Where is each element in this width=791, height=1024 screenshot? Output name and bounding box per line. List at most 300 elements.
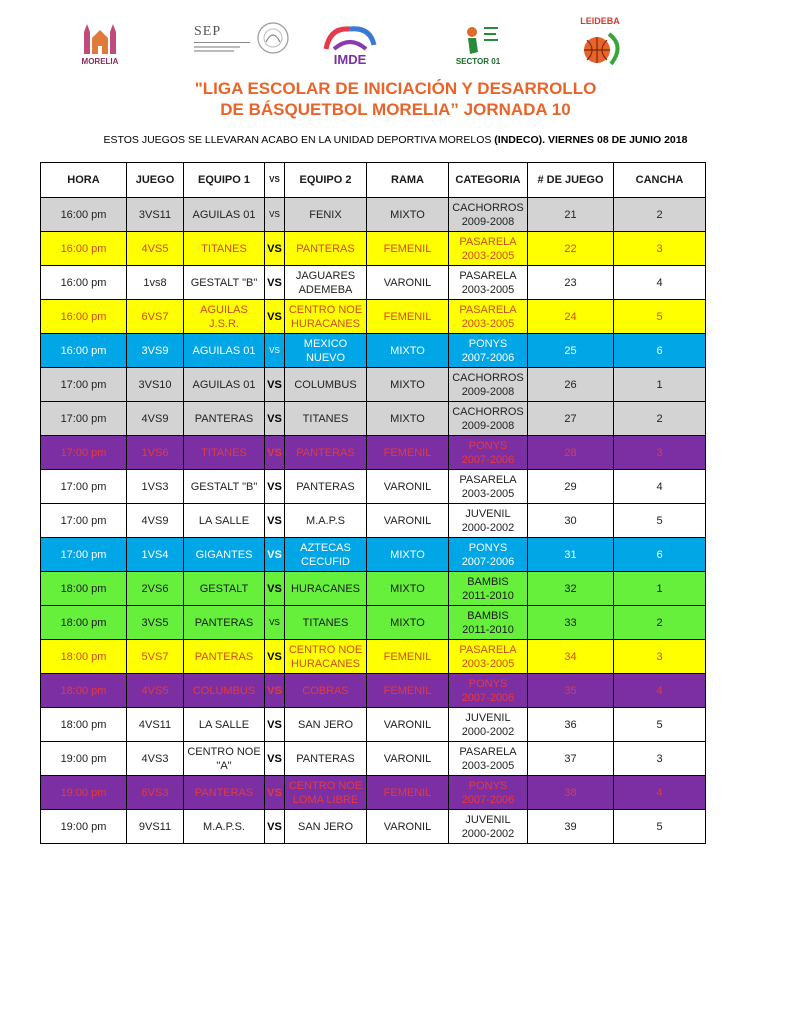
hora-text: 16:00 pm: [60, 208, 107, 221]
cell-juego: [127, 232, 184, 266]
cell-juego: [127, 504, 184, 538]
cell-equipo-2: [285, 436, 367, 470]
cell-equipo-2: [285, 300, 367, 334]
cell-rama: [367, 436, 449, 470]
equipo-1-text: LA SALLE: [198, 718, 250, 731]
equipo-2-line-2: HURACANES: [290, 317, 361, 330]
num-juego-text: 28: [564, 446, 577, 459]
cell-rama: [367, 538, 449, 572]
rama-text: MIXTO: [390, 616, 425, 629]
leideba-logo: [560, 10, 640, 66]
cell-hora: [41, 504, 127, 538]
cell-equipo-2: [285, 368, 367, 402]
cell-equipo-2: [285, 538, 367, 572]
cell-hora: [41, 334, 127, 368]
page-title-line-2: DE BÁSQUETBOL MORELIA” JORNADA 10: [220, 100, 571, 119]
sep-logo: [180, 10, 290, 66]
cell-cancha: [614, 640, 706, 674]
cell-num-juego: [528, 742, 614, 776]
categoria-line-1: PASARELA: [459, 303, 517, 316]
juego-text: 1vs8: [143, 276, 167, 289]
table-row: [41, 300, 706, 334]
cell-rama: [367, 198, 449, 232]
equipo-2-line-1: CENTRO NOE: [288, 643, 363, 656]
hora-text: 16:00 pm: [60, 242, 107, 255]
equipo-2-line-2: CECUFID: [301, 555, 350, 568]
categoria-line-2: 2009-2008: [461, 419, 515, 432]
cancha-text: 6: [656, 344, 663, 357]
cell-categoria: [449, 266, 528, 300]
vs-text: VS: [267, 820, 282, 833]
juego-text: 3VS11: [138, 208, 172, 221]
equipo-2-line-1: HURACANES: [290, 582, 361, 595]
categoria-line-2: 2009-2008: [461, 215, 515, 228]
cell-hora: [41, 436, 127, 470]
cancha-text: 4: [656, 684, 663, 697]
categoria-line-2: 2007-2006: [461, 351, 515, 364]
cell-rama: [367, 776, 449, 810]
cell-categoria: [449, 436, 528, 470]
num-juego-text: 32: [564, 582, 577, 595]
equipo-1-text: AGUILAS 01: [192, 344, 256, 357]
cell-juego: [127, 708, 184, 742]
categoria-line-2: 2000-2002: [461, 725, 515, 738]
imde-swirl-icon: [320, 23, 380, 53]
categoria-line-1: JUVENIL: [465, 711, 511, 724]
equipo-1-text: PANTERAS: [194, 786, 254, 799]
num-juego-text: 26: [564, 378, 577, 391]
cell-equipo-1: [184, 708, 265, 742]
rama-text: FEMENIL: [383, 684, 432, 697]
cell-num-juego: [528, 640, 614, 674]
categoria-line-1: JUVENIL: [465, 813, 511, 826]
num-juego-text: 33: [564, 616, 577, 629]
equipo-1-text: GESTALT: [199, 582, 249, 595]
table-row: [41, 572, 706, 606]
cell-num-juego: [528, 368, 614, 402]
cell-equipo-1: [184, 674, 265, 708]
table-row: [41, 232, 706, 266]
num-juego-text: 24: [564, 310, 577, 323]
cell-cancha: [614, 198, 706, 232]
cell-categoria: [449, 232, 528, 266]
juego-text: 4VS11: [138, 718, 172, 731]
table-row: [41, 470, 706, 504]
categoria-line-1: BAMBIS: [467, 609, 509, 622]
cell-equipo-2: [285, 266, 367, 300]
header-categoria: CATEGORIA: [449, 163, 528, 198]
vs-text: VS: [269, 209, 280, 219]
cell-hora: [41, 368, 127, 402]
table-row: [41, 810, 706, 844]
cell-hora: [41, 810, 127, 844]
table-row: [41, 640, 706, 674]
num-juego-text: 34: [564, 650, 577, 663]
cell-num-juego: [528, 232, 614, 266]
cell-juego: [127, 198, 184, 232]
categoria-line-1: PASARELA: [459, 745, 517, 758]
rama-text: FEMENIL: [383, 786, 432, 799]
juego-text: 6VS3: [141, 786, 169, 799]
equipo-1-text: LA SALLE: [198, 514, 250, 527]
hora-text: 18:00 pm: [60, 582, 107, 595]
categoria-line-2: 2007-2006: [461, 793, 515, 806]
cell-categoria: [449, 776, 528, 810]
cell-categoria: [449, 300, 528, 334]
categoria-line-2: 2011-2010: [462, 623, 514, 636]
rama-text: FEMENIL: [383, 242, 432, 255]
equipo-1-text: PANTERAS: [194, 616, 254, 629]
cell-num-juego: [528, 708, 614, 742]
cell-vs: [265, 368, 285, 402]
equipo-2-line-1: AZTECAS: [300, 541, 351, 554]
equipo-2-line-2: ADEMEBA: [298, 283, 353, 296]
cell-vs: [265, 640, 285, 674]
cell-juego: [127, 266, 184, 300]
juego-text: 3VS5: [141, 616, 169, 629]
cancha-text: 4: [656, 786, 663, 799]
equipo-2-line-2: LOMA LIBRE: [292, 793, 359, 806]
cell-num-juego: [528, 504, 614, 538]
hora-text: 19:00 pm: [60, 820, 107, 833]
table-row: [41, 776, 706, 810]
hora-text: 19:00 pm: [60, 752, 107, 765]
cell-cancha: [614, 572, 706, 606]
cell-num-juego: [528, 266, 614, 300]
hora-text: 16:00 pm: [60, 310, 107, 323]
cell-juego: [127, 776, 184, 810]
cell-categoria: [449, 198, 528, 232]
cell-juego: [127, 300, 184, 334]
cell-rama: [367, 504, 449, 538]
num-juego-text: 29: [564, 480, 577, 493]
cell-equipo-2: [285, 776, 367, 810]
equipo-2-line-1: JAGUARES: [295, 269, 356, 282]
categoria-line-2: 2007-2006: [461, 453, 515, 466]
cell-equipo-1: [184, 402, 265, 436]
cell-equipo-1: [184, 504, 265, 538]
cell-juego: [127, 742, 184, 776]
cell-hora: [41, 232, 127, 266]
categoria-line-2: 2003-2005: [461, 487, 515, 500]
cell-vs: [265, 266, 285, 300]
cancha-text: 5: [656, 718, 663, 731]
cell-hora: [41, 606, 127, 640]
equipo-2-line-1: SAN JERO: [297, 820, 353, 833]
cell-num-juego: [528, 402, 614, 436]
cell-vs: [265, 742, 285, 776]
num-juego-text: 37: [564, 752, 577, 765]
cell-vs: [265, 504, 285, 538]
juego-text: 6VS7: [141, 310, 169, 323]
juego-text: 1VS6: [141, 446, 169, 459]
hora-text: 17:00 pm: [60, 514, 107, 527]
juego-text: 1VS3: [141, 480, 169, 493]
categoria-line-2: 2000-2002: [461, 521, 515, 534]
juego-text: 4VS9: [141, 514, 169, 527]
cell-cancha: [614, 674, 706, 708]
logo-bar: [70, 10, 710, 66]
header-num-juego: # DE JUEGO: [528, 163, 614, 198]
cell-rama: [367, 402, 449, 436]
rama-text: MIXTO: [390, 344, 425, 357]
table-row: [41, 674, 706, 708]
cell-rama: [367, 606, 449, 640]
cell-vs: [265, 674, 285, 708]
imde-logo-text: IMDE: [333, 52, 367, 67]
categoria-line-2: 2007-2006: [461, 555, 515, 568]
equipo-1-text: GIGANTES: [195, 548, 253, 561]
cell-num-juego: [528, 436, 614, 470]
cell-categoria: [449, 742, 528, 776]
cell-hora: [41, 198, 127, 232]
cell-rama: [367, 640, 449, 674]
cell-juego: [127, 334, 184, 368]
cell-cancha: [614, 708, 706, 742]
cell-vs: [265, 232, 285, 266]
rama-text: VARONIL: [383, 480, 432, 493]
cell-rama: [367, 708, 449, 742]
equipo-2-line-1: PANTERAS: [296, 752, 355, 765]
table-row: [41, 334, 706, 368]
vs-text: VS: [267, 514, 282, 527]
cell-equipo-2: [285, 742, 367, 776]
categoria-line-2: 2009-2008: [461, 385, 515, 398]
hora-text: 17:00 pm: [60, 378, 107, 391]
vs-text: VS: [267, 582, 282, 595]
cancha-text: 3: [656, 446, 663, 459]
cancha-text: 3: [656, 650, 663, 663]
num-juego-text: 22: [564, 242, 577, 255]
table-row: [41, 436, 706, 470]
cell-categoria: [449, 470, 528, 504]
rama-text: FEMENIL: [383, 446, 432, 459]
cell-cancha: [614, 606, 706, 640]
cell-equipo-2: [285, 232, 367, 266]
equipo-1-text: PANTERAS: [194, 412, 254, 425]
vs-text: VS: [267, 752, 282, 765]
rama-text: MIXTO: [390, 548, 425, 561]
num-juego-text: 39: [564, 820, 577, 833]
cell-vs: [265, 776, 285, 810]
table-row: [41, 606, 706, 640]
cell-rama: [367, 266, 449, 300]
cell-equipo-1: [184, 198, 265, 232]
cell-rama: [367, 368, 449, 402]
cell-equipo-1: [184, 368, 265, 402]
header-cancha: CANCHA: [614, 163, 706, 198]
cell-juego: [127, 436, 184, 470]
categoria-line-1: PONYS: [468, 541, 508, 554]
equipo-1-text: COLUMBUS: [192, 684, 256, 697]
sep-logo-text: SEP: [194, 23, 222, 39]
cell-num-juego: [528, 674, 614, 708]
equipo-1-text: PANTERAS: [194, 650, 254, 663]
equipo-2-line-1: COLUMBUS: [294, 378, 357, 391]
cell-cancha: [614, 334, 706, 368]
leideba-logo-text: LEIDEBA: [580, 16, 620, 26]
schedule-table: [40, 162, 706, 844]
juego-text: 4VS9: [141, 412, 169, 425]
cell-equipo-2: [285, 572, 367, 606]
vs-text: VS: [269, 345, 280, 355]
cell-hora: [41, 640, 127, 674]
juego-text: 4VS5: [141, 242, 169, 255]
equipo-2-line-1: FENIX: [309, 208, 342, 221]
cell-equipo-2: [285, 674, 367, 708]
cell-equipo-2: [285, 810, 367, 844]
cell-hora: [41, 470, 127, 504]
cell-rama: [367, 742, 449, 776]
cell-hora: [41, 300, 127, 334]
cell-vs: [265, 300, 285, 334]
hora-text: 16:00 pm: [60, 344, 107, 357]
rama-text: VARONIL: [383, 752, 432, 765]
cell-equipo-1: [184, 232, 265, 266]
categoria-line-1: BAMBIS: [467, 575, 509, 588]
juego-text: 4VS5: [141, 684, 169, 697]
cell-equipo-1: [184, 572, 265, 606]
categoria-line-2: 2003-2005: [461, 759, 515, 772]
categoria-line-2: 2007-2006: [461, 691, 515, 704]
cell-vs: [265, 402, 285, 436]
cancha-text: 2: [656, 208, 663, 221]
equipo-1-text: AGUILAS J.S.R.: [200, 303, 248, 330]
equipo-2-line-1: TITANES: [302, 616, 349, 629]
cell-categoria: [449, 674, 528, 708]
equipo-1-text: GESTALT "B": [190, 480, 258, 493]
equipo-2-line-1: PANTERAS: [296, 242, 355, 255]
hora-text: 17:00 pm: [60, 446, 107, 459]
sector-logo-text: SECTOR 01: [455, 57, 501, 66]
rama-text: FEMENIL: [383, 650, 432, 663]
cell-equipo-1: [184, 742, 265, 776]
equipo-2-line-2: HURACANES: [290, 657, 361, 670]
header-hora: HORA: [41, 163, 127, 198]
categoria-line-1: PASARELA: [459, 473, 517, 486]
cell-vs: [265, 538, 285, 572]
cell-num-juego: [528, 198, 614, 232]
cell-vs: [265, 572, 285, 606]
juego-text: 3VS9: [141, 344, 169, 357]
cell-categoria: [449, 538, 528, 572]
table-row: [41, 742, 706, 776]
cell-num-juego: [528, 572, 614, 606]
cell-hora: [41, 674, 127, 708]
cell-equipo-1: [184, 538, 265, 572]
cathedral-icon: [78, 22, 122, 58]
cell-equipo-1: [184, 334, 265, 368]
cell-rama: [367, 674, 449, 708]
cell-equipo-2: [285, 198, 367, 232]
cell-cancha: [614, 504, 706, 538]
cell-num-juego: [528, 470, 614, 504]
basketball-player-icon: [456, 24, 500, 58]
num-juego-text: 23: [564, 276, 577, 289]
vs-text: VS: [267, 446, 282, 459]
cell-categoria: [449, 402, 528, 436]
num-juego-text: 21: [564, 208, 577, 221]
cell-equipo-1: [184, 266, 265, 300]
cell-rama: [367, 810, 449, 844]
header-vs: VS: [265, 163, 285, 198]
cell-juego: [127, 810, 184, 844]
juego-text: 1VS4: [141, 548, 169, 561]
cell-categoria: [449, 572, 528, 606]
cell-rama: [367, 470, 449, 504]
cancha-text: 4: [656, 276, 663, 289]
vs-text: VS: [267, 650, 282, 663]
cell-cancha: [614, 402, 706, 436]
sector-logo: [448, 10, 508, 66]
hora-text: 18:00 pm: [60, 616, 107, 629]
cell-rama: [367, 232, 449, 266]
juego-text: 3VS10: [138, 378, 172, 391]
cell-vs: [265, 708, 285, 742]
cell-categoria: [449, 606, 528, 640]
header-equipo-1: EQUIPO 1: [184, 163, 265, 198]
equipo-1-text: M.A.P.S.: [203, 820, 245, 833]
equipo-2-line-1: PANTERAS: [296, 480, 355, 493]
vs-text: VS: [267, 412, 282, 425]
cancha-text: 5: [656, 820, 663, 833]
cell-num-juego: [528, 300, 614, 334]
hora-text: 18:00 pm: [60, 718, 107, 731]
rama-text: VARONIL: [383, 820, 432, 833]
cell-categoria: [449, 708, 528, 742]
categoria-line-1: PONYS: [468, 337, 508, 350]
vs-text: VS: [267, 684, 282, 697]
rama-text: MIXTO: [390, 208, 425, 221]
cell-equipo-1: [184, 810, 265, 844]
cell-vs: [265, 436, 285, 470]
categoria-line-1: PONYS: [468, 779, 508, 792]
table-row: [41, 708, 706, 742]
cancha-text: 3: [656, 242, 663, 255]
cell-juego: [127, 402, 184, 436]
categoria-line-1: JUVENIL: [465, 507, 511, 520]
page-title-line-1: "LIGA ESCOLAR DE INICIACIÓN Y DESARROLLO: [194, 79, 597, 98]
vs-text: VS: [267, 480, 282, 493]
cell-hora: [41, 266, 127, 300]
cell-vs: [265, 334, 285, 368]
num-juego-text: 35: [564, 684, 577, 697]
vs-text: VS: [267, 276, 282, 289]
hora-text: 17:00 pm: [60, 480, 107, 493]
cancha-text: 5: [656, 310, 663, 323]
num-juego-text: 36: [564, 718, 577, 731]
header-rama: RAMA: [367, 163, 449, 198]
cell-hora: [41, 402, 127, 436]
cell-equipo-2: [285, 640, 367, 674]
cell-cancha: [614, 470, 706, 504]
cell-cancha: [614, 232, 706, 266]
cell-equipo-1: [184, 300, 265, 334]
equipo-2-line-1: PANTERAS: [296, 446, 355, 459]
cell-hora: [41, 776, 127, 810]
cell-hora: [41, 572, 127, 606]
num-juego-text: 27: [564, 412, 577, 425]
table-row: [41, 402, 706, 436]
cell-rama: [367, 334, 449, 368]
cell-num-juego: [528, 606, 614, 640]
header-equipo-2: EQUIPO 2: [285, 163, 367, 198]
juego-text: 9VS11: [138, 820, 172, 833]
imde-logo: [315, 10, 385, 66]
categoria-line-2: 2003-2005: [461, 283, 515, 296]
equipo-2-line-1: COBRAS: [302, 684, 349, 697]
num-juego-text: 25: [564, 344, 577, 357]
